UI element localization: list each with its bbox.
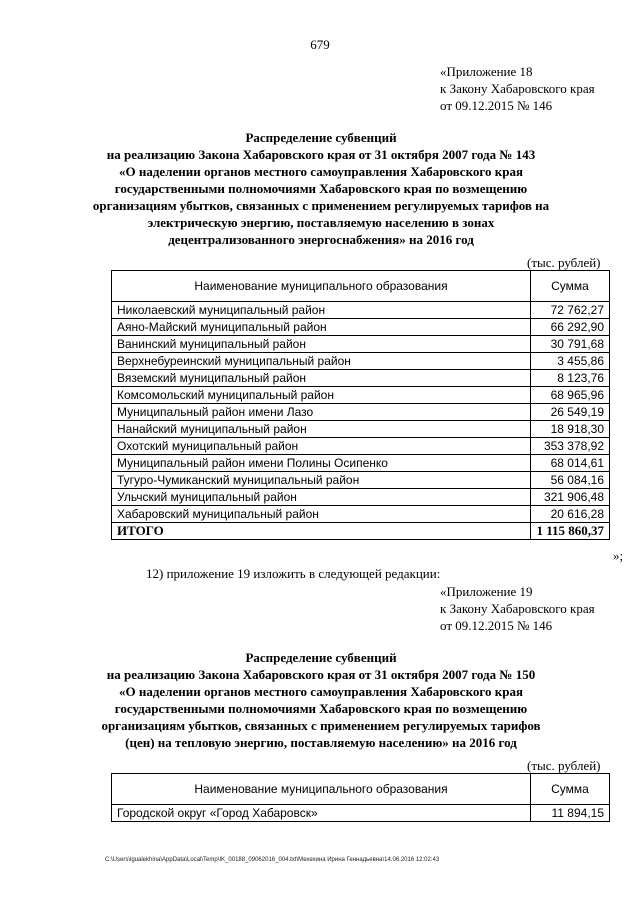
row-sum: 30 791,68 — [531, 336, 610, 353]
table-row — [112, 489, 610, 506]
table-row — [112, 319, 610, 336]
row-sum: 56 084,16 — [531, 472, 610, 489]
row-name: Хабаровский муниципальный район — [112, 506, 531, 523]
section-1-title — [90, 129, 552, 248]
file-path-footer: C:\Users\igualekhina\AppData\Local\Temp\IK_00188_09062016_004.txt\Мехехина Ирина Геннадьевна\14.06.2016 12:02:43 — [105, 857, 440, 863]
section-2-title — [90, 649, 552, 751]
title-line: «О наделении органов местного самоуправления Хабаровского края — [119, 684, 523, 699]
row-name: Тугуро-Чумиканский муниципальный район — [112, 472, 531, 489]
subsidy-table-1 — [111, 270, 610, 540]
annex-line: «Приложение 19 — [440, 584, 533, 599]
title-line: децентрализованного энергоснабжения» на 2016 год — [168, 232, 474, 247]
row-name: Аяно-Майский муниципальный район — [112, 319, 531, 336]
subsidy-table-2 — [111, 773, 610, 822]
title-line: электрическую энергию, поставляемую населению в зонах — [147, 215, 495, 230]
column-header-name: Наименование муниципального образования — [112, 271, 531, 302]
row-sum: 20 616,28 — [531, 506, 610, 523]
column-header-sum: Сумма — [531, 271, 610, 302]
row-sum: 66 292,90 — [531, 319, 610, 336]
total-label: ИТОГО — [112, 523, 531, 540]
units-label: (тыс. рублей) — [527, 758, 601, 773]
closing-quote: »; — [613, 548, 624, 563]
table-header-row — [112, 774, 610, 805]
annex-19-header — [440, 583, 595, 634]
instruction-paragraph: 12) приложение 19 изложить в следующей редакции: — [146, 566, 441, 581]
table-header-row — [112, 271, 610, 302]
column-header-name: Наименование муниципального образования — [112, 774, 531, 805]
row-name: Ульчский муниципальный район — [112, 489, 531, 506]
annex-line: от 09.12.2015 № 146 — [440, 98, 553, 113]
table-row — [112, 455, 610, 472]
annex-line: к Закону Хабаровского края — [440, 601, 595, 616]
table-total-row — [112, 523, 610, 540]
table-row — [112, 438, 610, 455]
row-name: Ванинский муниципальный район — [112, 336, 531, 353]
table-row — [112, 472, 610, 489]
row-sum: 68 014,61 — [531, 455, 610, 472]
table-row — [112, 353, 610, 370]
annex-18-header — [440, 63, 595, 114]
table-row — [112, 336, 610, 353]
table-row — [112, 387, 610, 404]
row-name: Муниципальный район имени Лазо — [112, 404, 531, 421]
title-line: на реализацию Закона Хабаровского края от 31 октября 2007 года № 143 — [106, 147, 536, 162]
row-sum: 8 123,76 — [531, 370, 610, 387]
row-sum: 72 762,27 — [531, 302, 610, 319]
title-line: государственными полномочиями Хабаровского края по возмещению — [114, 701, 528, 716]
row-sum: 68 965,96 — [531, 387, 610, 404]
row-sum: 11 894,15 — [531, 805, 610, 822]
title-line: государственными полномочиями Хабаровского края по возмещению — [114, 181, 528, 196]
row-name: Николаевский муниципальный район — [112, 302, 531, 319]
column-header-sum: Сумма — [531, 774, 610, 805]
annex-line: к Закону Хабаровского края — [440, 81, 595, 96]
title-line: Распределение субвенций — [245, 650, 397, 665]
row-name: Вяземский муниципальный район — [112, 370, 531, 387]
table-row — [112, 506, 610, 523]
annex-line: «Приложение 18 — [440, 64, 533, 79]
row-sum: 18 918,30 — [531, 421, 610, 438]
annex-line: от 09.12.2015 № 146 — [440, 618, 553, 633]
title-line: «О наделении органов местного самоуправления Хабаровского края — [119, 164, 523, 179]
table-row — [112, 404, 610, 421]
table-row — [112, 805, 610, 822]
row-name: Охотский муниципальный район — [112, 438, 531, 455]
total-sum: 1 115 860,37 — [531, 523, 610, 540]
row-sum: 3 455,86 — [531, 353, 610, 370]
row-name: Городской округ «Город Хабаровск» — [112, 805, 531, 822]
units-label: (тыс. рублей) — [527, 255, 601, 270]
title-line: организациям убытков, связанных с применением регулируемых тарифов на — [92, 198, 550, 213]
row-name: Нанайский муниципальный район — [112, 421, 531, 438]
row-sum: 26 549,19 — [531, 404, 610, 421]
table-row — [112, 421, 610, 438]
table-row — [112, 302, 610, 319]
title-line: (цен) на тепловую энергию, поставляемую населению» на 2016 год — [125, 735, 517, 750]
row-sum: 353 378,92 — [531, 438, 610, 455]
title-line: Распределение субвенций — [245, 130, 397, 145]
title-line: на реализацию Закона Хабаровского края от 31 октября 2007 года № 150 — [106, 667, 536, 682]
row-name: Комсомольский муниципальный район — [112, 387, 531, 404]
row-sum: 321 906,48 — [531, 489, 610, 506]
page-number: 679 — [310, 37, 330, 52]
title-line: организациям убытков, связанных с применением регулируемых тарифов — [101, 718, 541, 733]
row-name: Верхнебуреинский муниципальный район — [112, 353, 531, 370]
table-row — [112, 370, 610, 387]
row-name: Муниципальный район имени Полины Осипенко — [112, 455, 531, 472]
